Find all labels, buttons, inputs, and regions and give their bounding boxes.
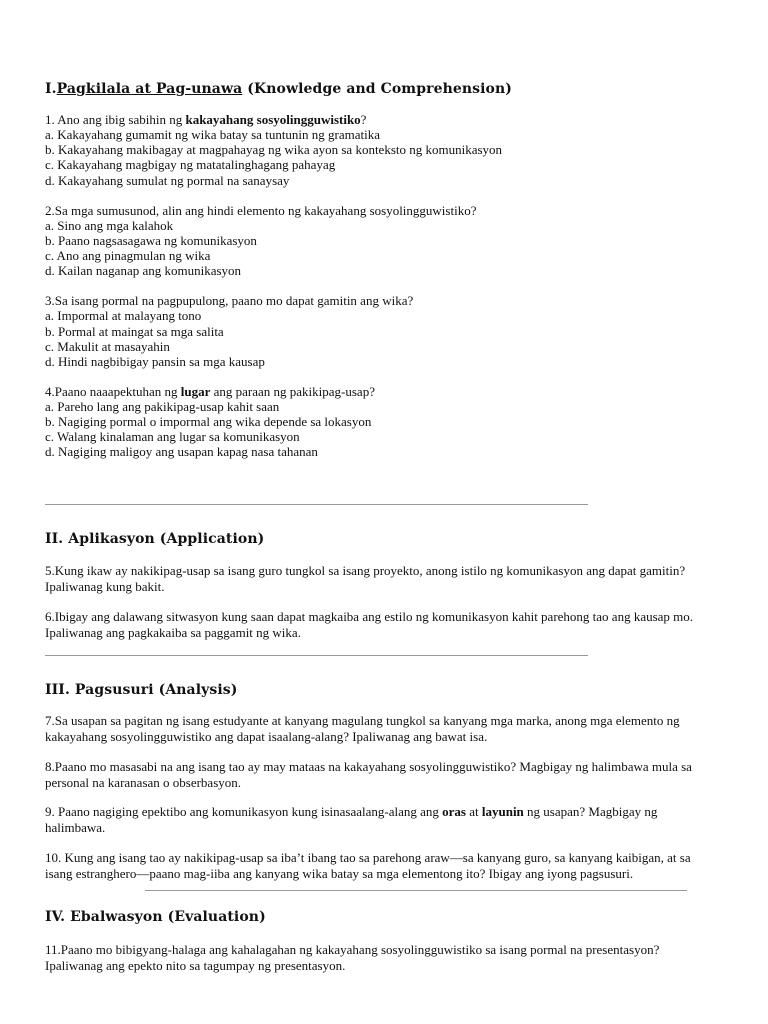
question-1-text: 1. Ano ang ibig sabihin ng bbox=[45, 112, 186, 127]
question-4-option-c: c. Walang kinalaman ang lugar sa komunikasyon bbox=[45, 429, 300, 444]
divider-2 bbox=[45, 655, 588, 656]
question-1-option-c: c. Kakayahang magbigay ng matatalinghagang pahayag bbox=[45, 157, 336, 172]
question-1-end: ? bbox=[360, 112, 367, 127]
question-2-option-d: d. Kailan naganap ang komunikasyon bbox=[45, 263, 242, 278]
question-3-option-c: c. Makulit at masayahin bbox=[45, 339, 170, 354]
question-9-end: ng usapan? Magbigay ng halimbawa. bbox=[45, 804, 658, 835]
question-7: 7.Sa usapan sa pagitan ng isang estudyante at kanyang magulang tungkol sa kanyang mga marka, anong mga elemento ng kakayahang sosyolingguwistiko ang dapat isaalang-alang? Ipaliwanag ang bawat isa. bbox=[45, 713, 680, 744]
section-2-heading: II. Aplikasyon (Application) bbox=[45, 531, 265, 547]
question-4-text: 4.Paano naaapektuhan ng bbox=[45, 384, 181, 399]
question-1-bold-term: kakayahang sosyolingguwistiko bbox=[185, 112, 361, 127]
question-4-option-b: b. Nagiging pormal o impormal ang wika depende sa lokasyon bbox=[45, 414, 372, 429]
question-2-option-c: c. Ano ang pinagmulan ng wika bbox=[45, 248, 211, 263]
question-2-option-a: a. Sino ang mga kalahok bbox=[45, 218, 174, 233]
question-1-option-d: d. Kakayahang sumulat ng pormal na sanaysay bbox=[45, 173, 290, 188]
answer-line bbox=[145, 890, 687, 891]
question-1-option-b: b. Kakayahang makibagay at magpahayag ng wika ayon sa konteksto ng komunikasyon bbox=[45, 142, 503, 157]
question-10-text: 10. Kung ang isang tao ay nakikipag-usap sa iba’t ibang tao sa parehong araw—sa kanyang guro, sa kanyang kaibigan, at sa isang estranghero—paano mag-iiba ang kanyang wika batay sa mga elementong ito? Ibigay ang iyong pagsusuri. bbox=[45, 850, 691, 881]
question-3: 3.Sa isang pormal na pagpupulong, paano mo dapat gamitin ang wika? bbox=[45, 293, 414, 308]
question-3-option-b: b. Pormal at maingat sa mga salita bbox=[45, 324, 224, 339]
question-4-option-d: d. Nagiging maligoy ang usapan kapag nasa tahanan bbox=[45, 444, 318, 459]
section-1-title-rest: (Knowledge and Comprehension) bbox=[242, 81, 513, 97]
question-9-bold-layunin: layunin bbox=[481, 804, 524, 819]
section-1-prefix: I. bbox=[45, 81, 57, 97]
section-1-heading bbox=[45, 81, 512, 97]
question-3-option-a: a. Impormal at malayang tono bbox=[45, 308, 202, 323]
question-3-option-d: d. Hindi nagbibigay pansin sa mga kausap bbox=[45, 354, 265, 369]
question-4-bold-term: lugar bbox=[180, 384, 211, 399]
question-9 bbox=[45, 804, 705, 835]
question-2: 2.Sa mga sumusunod, alin ang hindi elemento ng kakayahang sosyolingguwistiko? bbox=[45, 203, 477, 218]
question-9-mid: at bbox=[465, 804, 482, 819]
question-5: 5.Kung ikaw ay nakikipag-usap sa isang guro tungkol sa isang proyekto, anong istilo ng komunikasyon ang dapat gamitin? Ipaliwanag kung bakit. bbox=[45, 563, 686, 594]
question-4 bbox=[45, 384, 375, 399]
section-1-title-underlined: Pagkilala at Pag-unawa bbox=[56, 81, 243, 97]
question-4-option-a: a. Pareho lang ang pakikipag-usap kahit saan bbox=[45, 399, 280, 414]
question-8: 8.Paano mo masasabi na ang isang tao ay may mataas na kakayahang sosyolingguwistiko? Magbigay ng halimbawa mula sa personal na karanasan o obserbasyon. bbox=[45, 759, 692, 790]
divider-1 bbox=[45, 504, 588, 505]
question-6: 6.Ibigay ang dalawang sitwasyon kung saan dapat magkaiba ang estilo ng komunikasyon kahit parehong tao ang kausap mo. Ipaliwanag ang pagkakaiba sa paggamit ng wika. bbox=[45, 609, 694, 640]
section-3-heading: III. Pagsusuri (Analysis) bbox=[45, 682, 238, 698]
question-4-end: ang paraan ng pakikipag-usap? bbox=[210, 384, 375, 399]
question-10 bbox=[45, 850, 705, 881]
question-1 bbox=[45, 112, 366, 127]
question-1-option-a: a. Kakayahang gumamit ng wika batay sa tuntunin ng gramatika bbox=[45, 127, 381, 142]
question-9-text: 9. Paano nagiging epektibo ang komunikasyon kung isinasaalang-alang ang bbox=[45, 804, 443, 819]
question-11: 11.Paano mo bibigyang-halaga ang kahalagahan ng kakayahang sosyolingguwistiko sa isang pormal na presentasyon? Ipaliwanag ang epekto nito sa tagumpay ng presentasyon. bbox=[45, 942, 660, 973]
question-2-option-b: b. Paano nagsasagawa ng komunikasyon bbox=[45, 233, 257, 248]
section-4-heading: IV. Ebalwasyon (Evaluation) bbox=[45, 909, 266, 925]
question-9-bold-oras: oras bbox=[442, 804, 466, 819]
